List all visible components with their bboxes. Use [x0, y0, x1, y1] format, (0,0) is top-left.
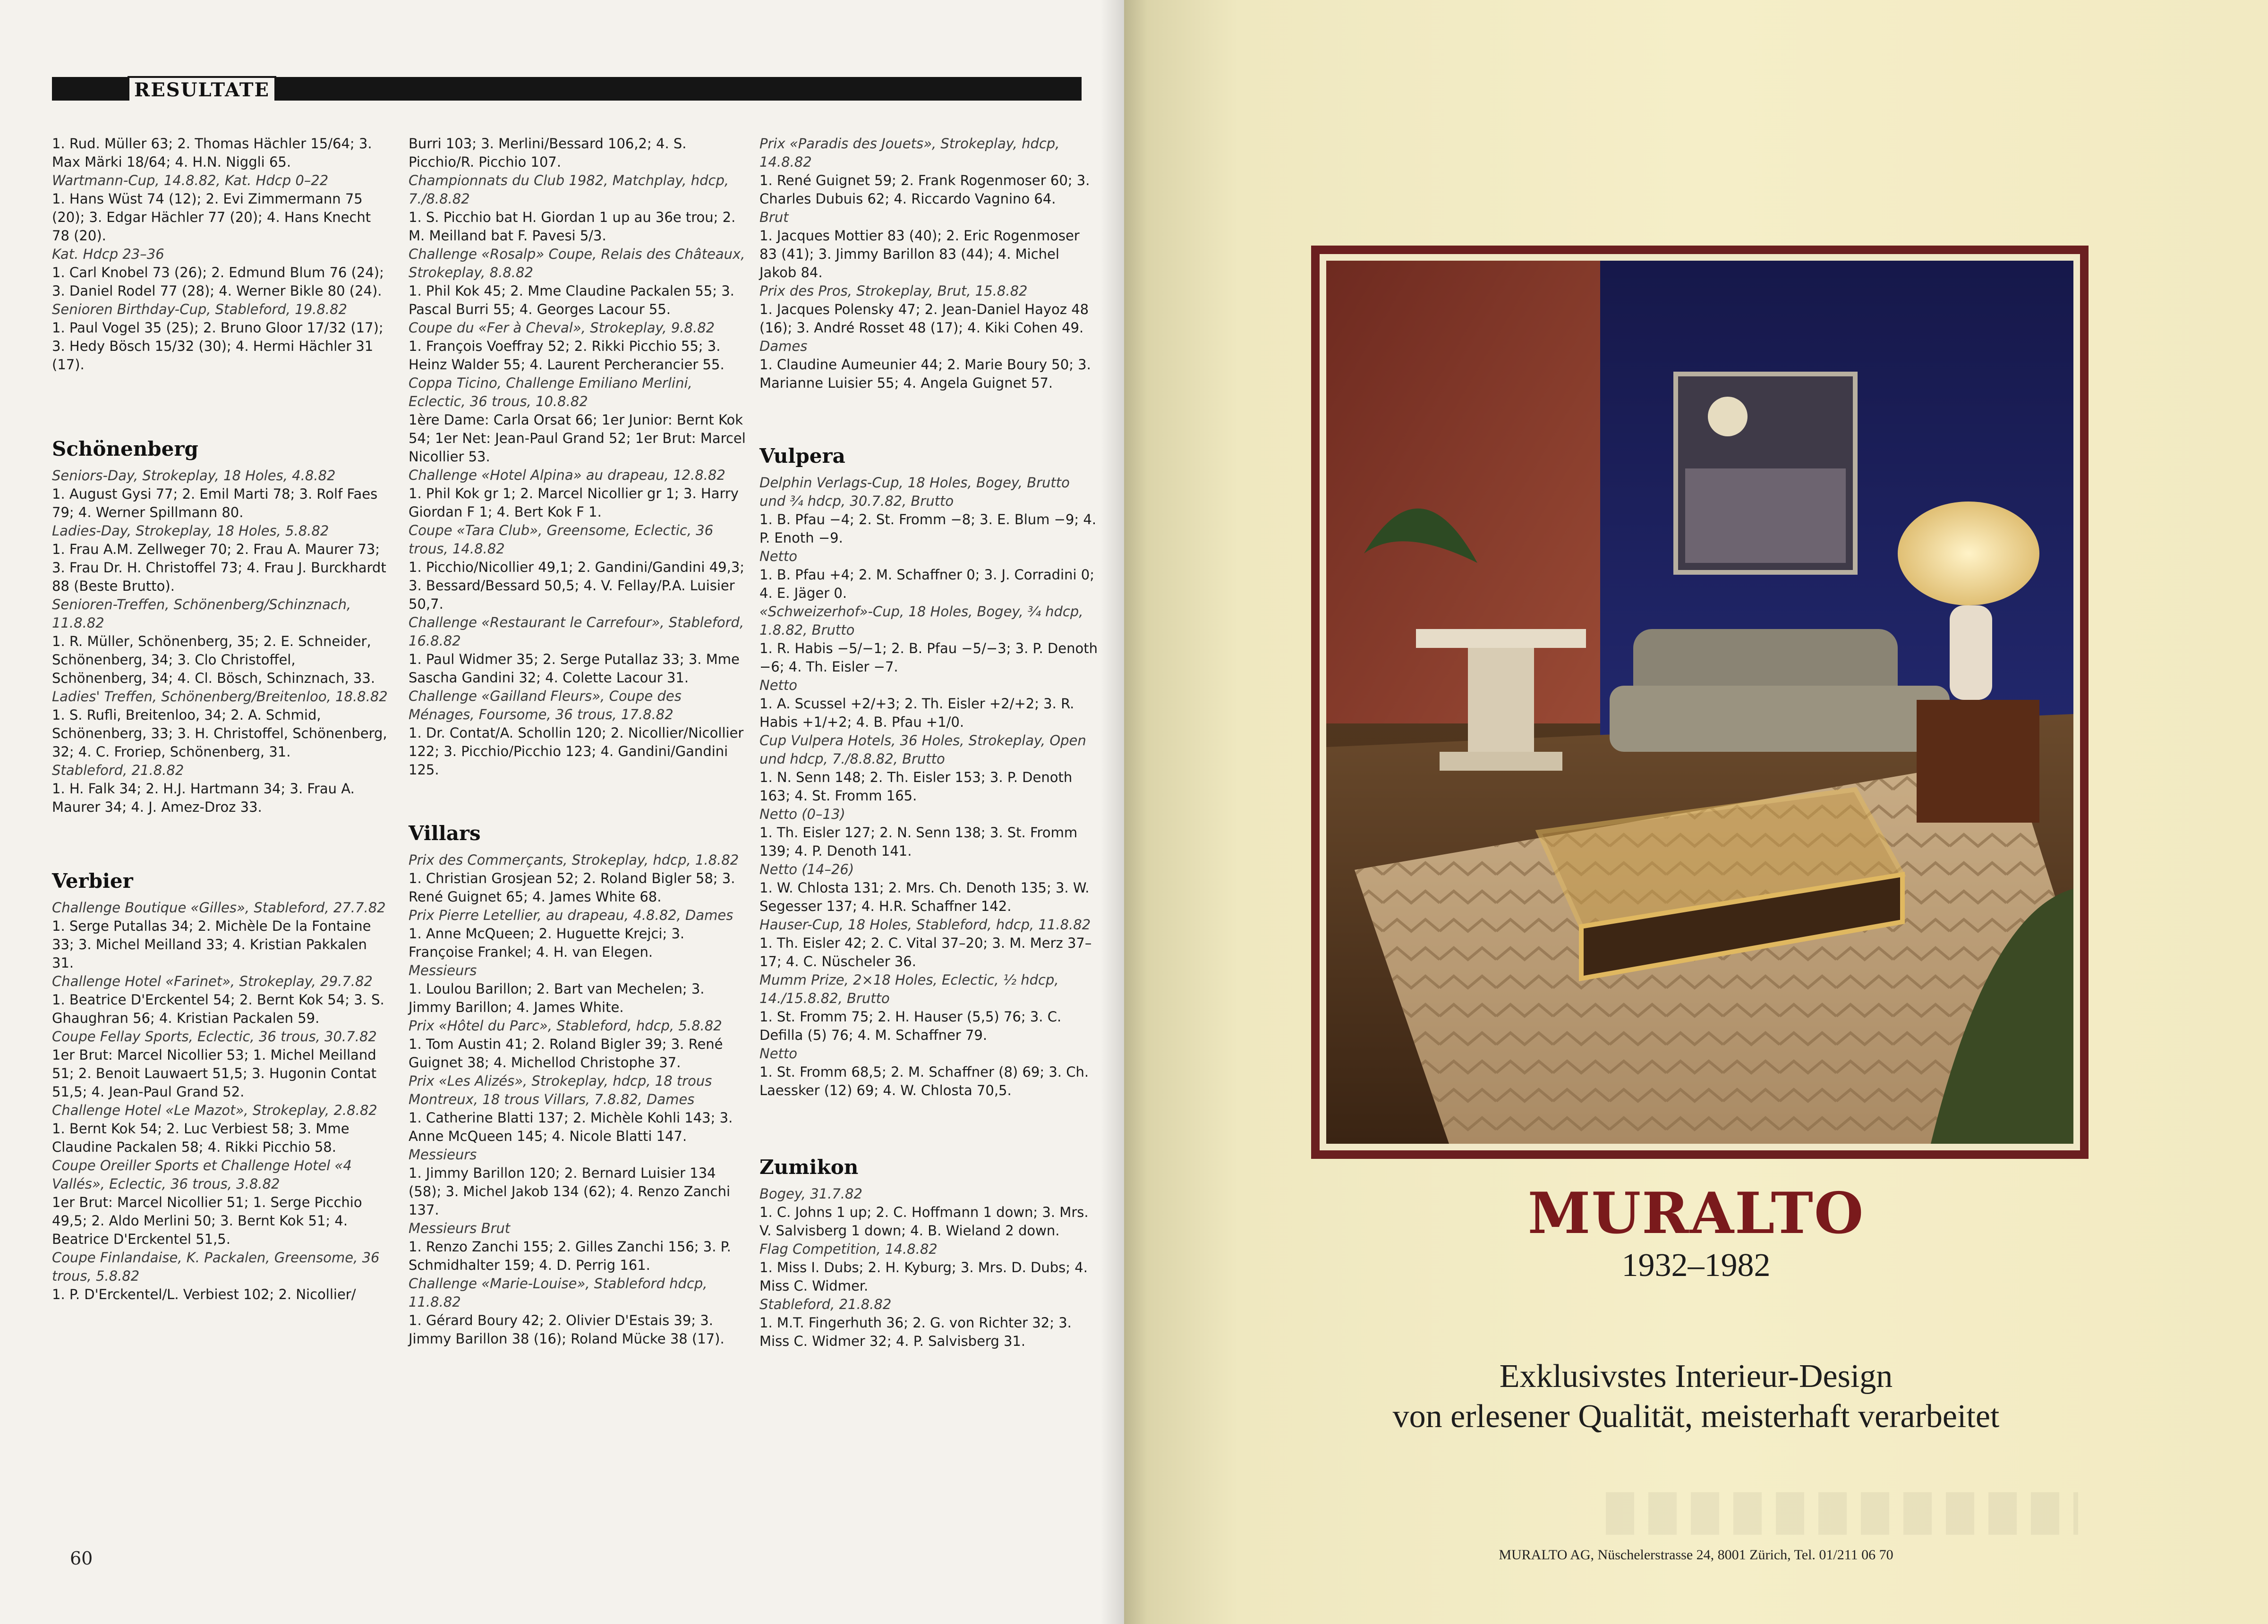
result-line: 1. Phil Kok gr 1; 2. Marcel Nicollier gr 1; 3. Harry Giordan F 1; 4. Bert Kok F 1. [409, 485, 739, 520]
result-line: 1. M.T. Fingerhuth 36; 2. G. von Richter 32; 3. Miss C. Widmer 32; 4. P. Salvisberg 31. [759, 1315, 1072, 1349]
result-line: 1. A. Scussel +2/+3; 2. Th. Eisler +2/+2; 3. R. Habis +1/+2; 4. B. Pfau +1/0. [759, 696, 1074, 730]
result-line: 1. S. Picchio bat H. Giordan 1 up au 36e trou; 2. M. Meilland bat F. Pavesi 5/3. [409, 209, 736, 244]
result-line: 1. Phil Kok 45; 2. Mme Claudine Packalen 55; 3. Pascal Burri 55; 4. Georges Lacour 55. [409, 283, 734, 317]
event-heading: Challenge «Marie-Louise», Stableford hdcp, 11.8.82 [409, 1275, 708, 1310]
page-gutter [1100, 0, 1148, 1624]
results-column-2 [409, 135, 749, 1348]
result-line: 1. Th. Eisler 127; 2. N. Senn 138; 3. St. Fromm 139; 4. P. Denoth 141. [759, 825, 1078, 859]
result-line: 1. R. Habis −5/−1; 2. B. Pfau −5/−3; 3. P. Denoth −6; 4. Th. Eisler −7. [759, 640, 1098, 675]
event-heading: Brut [759, 209, 789, 225]
result-line: 1. S. Rufli, Breitenloo, 34; 2. A. Schmid, Schönenberg, 33; 3. H. Christoffel, Schönenberg, 32; 4. C. Froriep, Schönenberg, 31. [52, 707, 387, 760]
results-column-1 [52, 135, 392, 1304]
event-heading: Coupe «Tara Club», Greensome, Eclectic, 36 trous, 14.8.82 [409, 522, 714, 557]
result-line: 1. H. Falk 34; 2. H.J. Hartmann 34; 3. Frau A. Maurer 34; 4. J. Amez-Droz 33. [52, 781, 355, 815]
result-line: 1. Christian Grosjean 52; 2. Roland Bigler 58; 3. René Guignet 65; 4. James White 68. [409, 870, 735, 905]
result-line: 1. St. Fromm 75; 2. H. Hauser (5,5) 76; 3. C. Defilla (5) 76; 4. M. Schaffner 79. [759, 1009, 1062, 1043]
event-heading: Prix Pierre Letellier, au drapeau, 4.8.82, Dames [409, 907, 733, 923]
event-heading: Challenge Hotel «Le Mazot», Strokeplay, 2.8.82 [52, 1102, 377, 1118]
event-heading: Senioren Birthday-Cup, Stableford, 19.8.82 [52, 301, 347, 317]
result-line: 1. René Guignet 59; 2. Frank Rogenmoser 60; 3. Charles Dubuis 62; 4. Riccardo Vagnino 64. [759, 172, 1090, 207]
company-address: MURALTO AG, Nüschelerstrasse 24, 8001 Zürich, Tel. 01/211 06 70 [1499, 1547, 1893, 1563]
event-heading: Netto (14–26) [759, 861, 854, 877]
result-line: 1. Jacques Polensky 47; 2. Jean-Daniel Hayoz 48 (16); 3. André Rosset 48 (17); 4. Kiki Cohen 49. [759, 301, 1089, 336]
event-heading: Netto [759, 677, 798, 693]
result-line: 1. Jacques Mottier 83 (40); 2. Eric Rogenmoser 83 (41); 3. Jimmy Barillon 83 (44); 4. Michel Jakob 84. [759, 228, 1080, 281]
event-heading: Challenge Boutique «Gilles», Stableford, 27.7.82 [52, 900, 386, 916]
result-line: 1. Paul Widmer 35; 2. Serge Putallaz 33; 3. Mme Sascha Gandini 32; 4. Colette Lacour 31. [409, 651, 740, 686]
result-line: 1. N. Senn 148; 2. Th. Eisler 153; 3. P. Denoth 163; 4. St. Fromm 165. [759, 769, 1073, 804]
event-heading: Mumm Prize, 2×18 Holes, Eclectic, ½ hdcp, 14./15.8.82, Brutto [759, 972, 1059, 1006]
result-line: 1. Frau A.M. Zellweger 70; 2. Frau A. Maurer 73; 3. Frau Dr. H. Christoffel 73; 4. Frau J. Burckhardt 88 (Beste Brutto). [52, 541, 386, 594]
event-heading: Flag Competition, 14.8.82 [759, 1241, 938, 1257]
result-line: 1. Bernt Kok 54; 2. Luc Verbiest 58; 3. Mme Claudine Packalen 58; 4. Rikki Picchio 58. [52, 1121, 350, 1155]
event-heading: Ladies-Day, Strokeplay, 18 Holes, 5.8.82 [52, 523, 329, 539]
event-heading: Kat. Hdcp 23–36 [52, 246, 164, 262]
result-line: 1. Claudine Aumeunier 44; 2. Marie Boury 50; 3. Marianne Luisier 55; 4. Angela Guignet 57. [759, 357, 1091, 391]
event-heading: Coupe Finlandaise, K. Packalen, Greensome, 36 trous, 5.8.82 [52, 1250, 380, 1284]
result-line: Burri 103; 3. Merlini/Bessard 106,2; 4. S. Picchio/R. Picchio 107. [409, 136, 687, 170]
brand-years: 1932–1982 [1621, 1247, 1771, 1284]
result-line: 1ère Dame: Carla Orsat 66; 1er Junior: Bernt Kok 54; 1er Net: Jean-Paul Grand 52; 1er Brut: Marcel Nicollier 53. [409, 412, 746, 465]
event-heading: Coupe Fellay Sports, Eclectic, 36 trous, 30.7.82 [52, 1029, 377, 1045]
result-line: 1. Serge Putallas 34; 2. Michèle De la Fontaine 33; 3. Michel Meilland 33; 4. Kristian Pakkalen 31. [52, 918, 371, 971]
result-line: 1er Brut: Marcel Nicollier 51; 1. Serge Picchio 49,5; 2. Aldo Merlini 50; 3. Bernt Kok 51; 4. Beatrice D'Erckentel 51,5. [52, 1194, 362, 1247]
section-title-zumikon: Zumikon [759, 1156, 859, 1179]
results-page [0, 0, 1124, 1624]
event-heading: Prix des Commerçants, Strokeplay, hdcp, 1.8.82 [409, 852, 739, 868]
event-heading: Ladies' Treffen, Schönenberg/Breitenloo, 18.8.82 [52, 689, 388, 705]
results-column-3 [759, 135, 1100, 1351]
event-heading: Messieurs [409, 962, 477, 978]
event-heading: «Schweizerhof»-Cup, 18 Holes, Bogey, ¾ hdcp, 1.8.82, Brutto [759, 604, 1083, 638]
result-line: 1. Loulou Barillon; 2. Bart van Mechelen; 3. Jimmy Barillon; 4. James White. [409, 981, 705, 1015]
section-title-schoenenberg: Schönenberg [52, 437, 198, 460]
page-number: 60 [70, 1548, 93, 1569]
section-title-verbier: Verbier [52, 869, 133, 893]
result-line: 1. Catherine Blatti 137; 2. Michèle Kohli 143; 3. Anne McQueen 145; 4. Nicole Blatti 147. [409, 1110, 733, 1144]
result-line: 1. C. Johns 1 up; 2. C. Hoffmann 1 down; 3. Mrs. V. Salvisberg 1 down; 4. B. Wieland 2 down. [759, 1204, 1089, 1239]
event-heading: Senioren-Treffen, Schönenberg/Schinznach, 11.8.82 [52, 596, 351, 631]
event-heading: Cup Vulpera Hotels, 36 Holes, Strokeplay, Open und hdcp, 7./8.8.82, Brutto [759, 732, 1086, 767]
result-line: 1. August Gysi 77; 2. Emil Marti 78; 3. Rolf Faes 79; 4. Werner Spillmann 80. [52, 486, 378, 520]
living-room-illustration [1326, 261, 2073, 1144]
event-heading: Prix «Paradis des Jouets», Strokeplay, hdcp, 14.8.82 [759, 136, 1060, 170]
event-heading: Stableford, 21.8.82 [52, 762, 184, 778]
event-heading: Challenge Hotel «Farinet», Strokeplay, 29.7.82 [52, 973, 373, 989]
event-heading: Prix «Les Alizés», Strokeplay, hdcp, 18 trous Montreux, 18 trous Villars, 7.8.82, Dames [409, 1073, 712, 1107]
ad-tagline-line-2: von erlesener Qualität, meisterhaft verarbeitet [1392, 1398, 2000, 1435]
event-heading: Challenge «Hotel Alpina» au drapeau, 12.8.82 [409, 467, 725, 483]
event-heading: Coppa Ticino, Challenge Emiliano Merlini, Eclectic, 36 trous, 10.8.82 [409, 375, 692, 409]
results-header-label: RESULTATE [128, 76, 276, 101]
event-heading: Championnats du Club 1982, Matchplay, hdcp, 7./8.8.82 [409, 172, 729, 207]
result-line: 1. Th. Eisler 42; 2. C. Vital 37–20; 3. M. Merz 37–17; 4. C. Nüscheler 36. [759, 935, 1092, 969]
event-heading: Challenge «Rosalp» Coupe, Relais des Châteaux, Strokeplay, 8.8.82 [409, 246, 745, 281]
event-heading: Prix «Hôtel du Parc», Stableford, hdcp, 5.8.82 [409, 1018, 722, 1034]
result-line: 1. Hans Wüst 74 (12); 2. Evi Zimmermann 75 (20); 3. Edgar Hächler 77 (20); 4. Hans Knecht 78 (20). [52, 191, 371, 244]
event-heading: Challenge «Gailland Fleurs», Coupe des Ménages, Foursome, 36 trous, 17.8.82 [409, 688, 682, 723]
result-line: 1. Gérard Boury 42; 2. Olivier D'Estais 39; 3. Jimmy Barillon 38 (16); Roland Mücke 38 (17). [409, 1312, 725, 1347]
brand-logo: MURALTO [1527, 1180, 1865, 1247]
event-heading: Messieurs [409, 1147, 477, 1163]
event-heading: Delphin Verlags-Cup, 18 Holes, Bogey, Brutto und ¾ hdcp, 30.7.82, Brutto [759, 475, 1070, 509]
result-line: 1. Miss I. Dubs; 2. H. Kyburg; 3. Mrs. D. Dubs; 4. Miss C. Widmer. [759, 1259, 1088, 1294]
result-line: 1. Rud. Müller 63; 2. Thomas Hächler 15/64; 3. Max Märki 18/64; 4. H.N. Niggli 65. [52, 136, 372, 170]
result-line: 1. Beatrice D'Erckentel 54; 2. Bernt Kok 54; 3. S. Ghaughran 56; 4. Kristian Packalen 59. [52, 992, 384, 1026]
result-line: 1. R. Müller, Schönenberg, 35; 2. E. Schneider, Schönenberg, 34; 3. Clo Christoffel, Schönenberg, 34; 4. Cl. Bösch, Schinznach, 33. [52, 633, 375, 686]
photo-frame [1311, 246, 2089, 1159]
event-heading: Coupe du «Fer à Cheval», Strokeplay, 9.8.82 [409, 320, 715, 336]
result-line: 1. B. Pfau −4; 2. St. Fromm −8; 3. E. Blum −9; 4. P. Enoth −9. [759, 511, 1097, 546]
result-line: 1. B. Pfau +4; 2. M. Schaffner 0; 3. J. Corradini 0; 4. E. Jäger 0. [759, 567, 1094, 601]
event-heading: Bogey, 31.7.82 [759, 1186, 862, 1202]
result-line: 1. Renzo Zanchi 155; 2. Gilles Zanchi 156; 3. P. Schmidhalter 159; 4. D. Perrig 161. [409, 1239, 731, 1273]
result-line: 1. Dr. Contat/A. Schollin 120; 2. Nicollier/Nicollier 122; 3. Picchio/Picchio 123; 4. Gandini/Gandini 125. [409, 725, 744, 778]
event-heading: Seniors-Day, Strokeplay, 18 Holes, 4.8.82 [52, 468, 336, 484]
event-heading: Prix des Pros, Strokeplay, Brut, 15.8.82 [759, 283, 1028, 299]
result-line: 1. François Voeffray 52; 2. Rikki Picchio 55; 3. Heinz Walder 55; 4. Laurent Percherancier 55. [409, 338, 725, 373]
event-heading: Hauser-Cup, 18 Holes, Stableford, hdcp, 11.8.82 [759, 917, 1091, 933]
interior-photo [1326, 261, 2073, 1144]
event-heading: Stableford, 21.8.82 [759, 1296, 892, 1312]
result-line: 1. Carl Knobel 73 (26); 2. Edmund Blum 76 (24); 3. Daniel Rodel 77 (28); 4. Werner Bikle 80 (24). [52, 264, 384, 299]
event-heading: Challenge «Restaurant le Carrefour», Stableford, 16.8.82 [409, 614, 744, 649]
event-heading: Netto (0–13) [759, 806, 845, 822]
result-line: 1. St. Fromm 68,5; 2. M. Schaffner (8) 69; 3. Ch. Laessker (12) 69; 4. W. Chlosta 70,5. [759, 1064, 1089, 1098]
results-header-bar [52, 77, 1082, 101]
result-line: 1. P. D'Erckentel/L. Verbiest 102; 2. Nicollier/ [52, 1286, 356, 1302]
section-title-vulpera: Vulpera [759, 444, 845, 468]
event-heading: Netto [759, 1046, 798, 1062]
result-line: 1. Jimmy Barillon 120; 2. Bernard Luisier 134 (58); 3. Michel Jakob 134 (62); 4. Renzo Zanchi 137. [409, 1165, 731, 1218]
event-heading: Coupe Oreiller Sports et Challenge Hotel «4 Vallés», Eclectic, 36 trous, 3.8.82 [52, 1157, 352, 1192]
event-heading: Messieurs Brut [409, 1220, 511, 1236]
ad-tagline-line-1: Exklusivstes Interieur-Design [1499, 1358, 1893, 1394]
result-line: 1. Anne McQueen; 2. Huguette Krejci; 3. Françoise Frankel; 4. H. van Elegen. [409, 926, 685, 960]
event-heading: Netto [759, 548, 798, 564]
result-line: 1. Picchio/Nicollier 49,1; 2. Gandini/Gandini 49,3; 3. Bessard/Bessard 50,5; 4. V. Fellay/P.A. Luisier 50,7. [409, 559, 745, 612]
result-line: 1er Brut: Marcel Nicollier 53; 1. Michel Meilland 51; 2. Benoit Lauwaert 51,5; 3. Hugonin Contat 51,5; 4. Jean-Paul Grand 52. [52, 1047, 377, 1100]
result-line: 1. Paul Vogel 35 (25); 2. Bruno Gloor 17/32 (17); 3. Hedy Bösch 15/32 (30); 4. Hermi Hächler 31 (17). [52, 320, 384, 373]
result-line: 1. W. Chlosta 131; 2. Mrs. Ch. Denoth 135; 3. W. Segesser 137; 4. H.R. Schaffner 142. [759, 880, 1090, 914]
photo-mat [1320, 254, 2080, 1150]
bleed-through-text [1606, 1492, 2078, 1535]
event-heading: Wartmann-Cup, 14.8.82, Kat. Hdcp 0–22 [52, 172, 329, 188]
event-heading: Dames [759, 338, 808, 354]
result-line: 1. Tom Austin 41; 2. Roland Bigler 39; 3. René Guignet 38; 4. Michellod Christophe 37. [409, 1036, 723, 1071]
advertisement-page [1124, 0, 2268, 1624]
section-title-villars: Villars [409, 822, 481, 845]
